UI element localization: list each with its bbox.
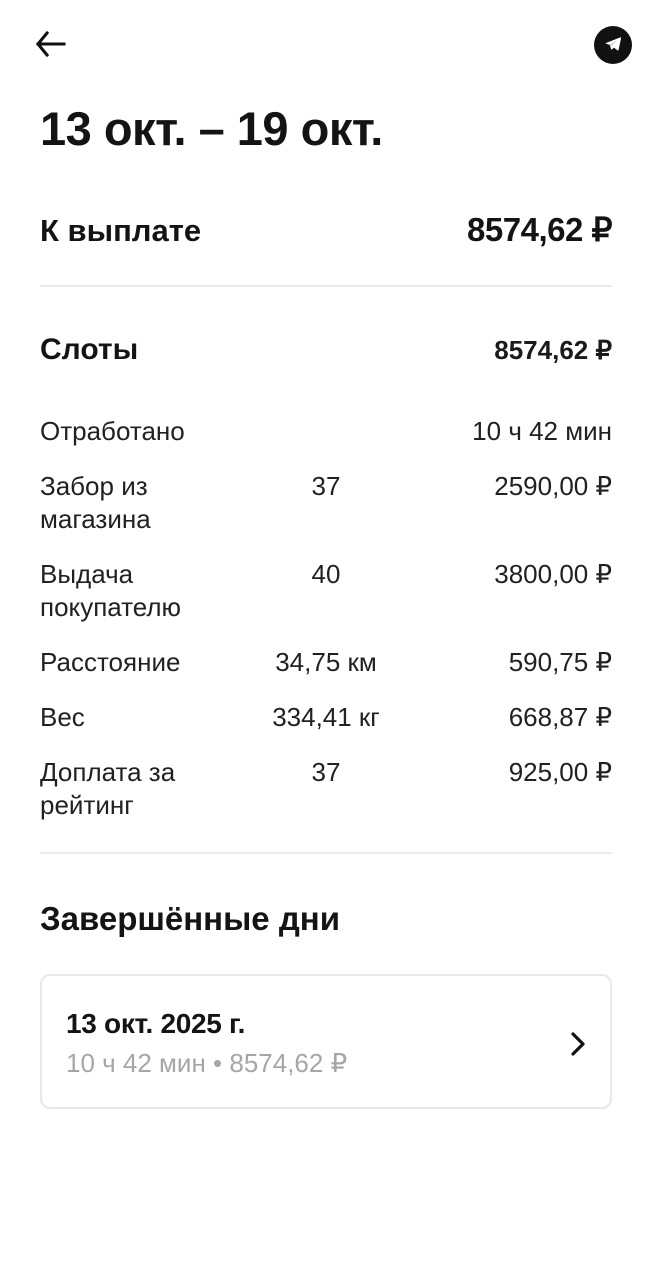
back-button[interactable] — [34, 27, 74, 63]
row-label: Расстояние — [40, 647, 181, 677]
page-title: 13 окт. – 19 окт. — [40, 102, 383, 155]
payout-value: 8574,62 ₽ — [467, 211, 612, 248]
table-row — [40, 701, 612, 734]
row-label: Забор из магазина — [40, 471, 151, 534]
telegram-share-icon — [603, 34, 623, 57]
divider — [40, 852, 612, 854]
row-quantity: 34,75 км — [275, 647, 377, 677]
row-label: Вес — [40, 702, 85, 732]
completed-days-title: Завершённые дни — [40, 900, 340, 937]
row-value: 925,00 ₽ — [508, 757, 612, 787]
row-quantity: 334,41 кг — [272, 702, 380, 732]
slots-title: Слоты — [40, 333, 139, 366]
row-value: 10 ч 42 мин — [472, 416, 612, 446]
slots-section-header — [40, 333, 612, 367]
row-quantity: 37 — [311, 471, 341, 501]
table-row — [40, 646, 612, 679]
row-quantity: 37 — [311, 757, 341, 787]
payout-row — [40, 210, 612, 249]
slots-total: 8574,62 ₽ — [494, 335, 612, 365]
completed-day-card[interactable] — [40, 974, 612, 1109]
divider — [40, 285, 612, 287]
row-value: 668,87 ₽ — [508, 702, 612, 732]
day-summary: 10 ч 42 мин • 8574,62 ₽ — [66, 1048, 348, 1078]
row-value: 590,75 ₽ — [508, 647, 612, 677]
payout-label: К выплате — [40, 213, 202, 248]
day-card-text — [66, 1008, 347, 1079]
row-label: Доплата за рейтинг — [40, 757, 176, 820]
row-label: Отработано — [40, 416, 185, 446]
day-date: 13 окт. 2025 г. — [66, 1008, 246, 1039]
chevron-right-icon — [570, 1031, 586, 1057]
table-row — [40, 756, 612, 822]
table-row — [40, 415, 612, 448]
row-quantity — [231, 415, 422, 448]
slots-table — [40, 415, 612, 822]
back-arrow-icon — [34, 29, 68, 62]
row-label: Выдача покупателю — [40, 559, 182, 622]
table-row — [40, 558, 612, 624]
table-row — [40, 470, 612, 536]
top-bar — [0, 0, 652, 66]
row-value: 3800,00 ₽ — [494, 559, 612, 589]
row-value: 2590,00 ₽ — [494, 471, 612, 501]
share-telegram-button[interactable] — [594, 26, 632, 64]
row-quantity: 40 — [311, 559, 341, 589]
